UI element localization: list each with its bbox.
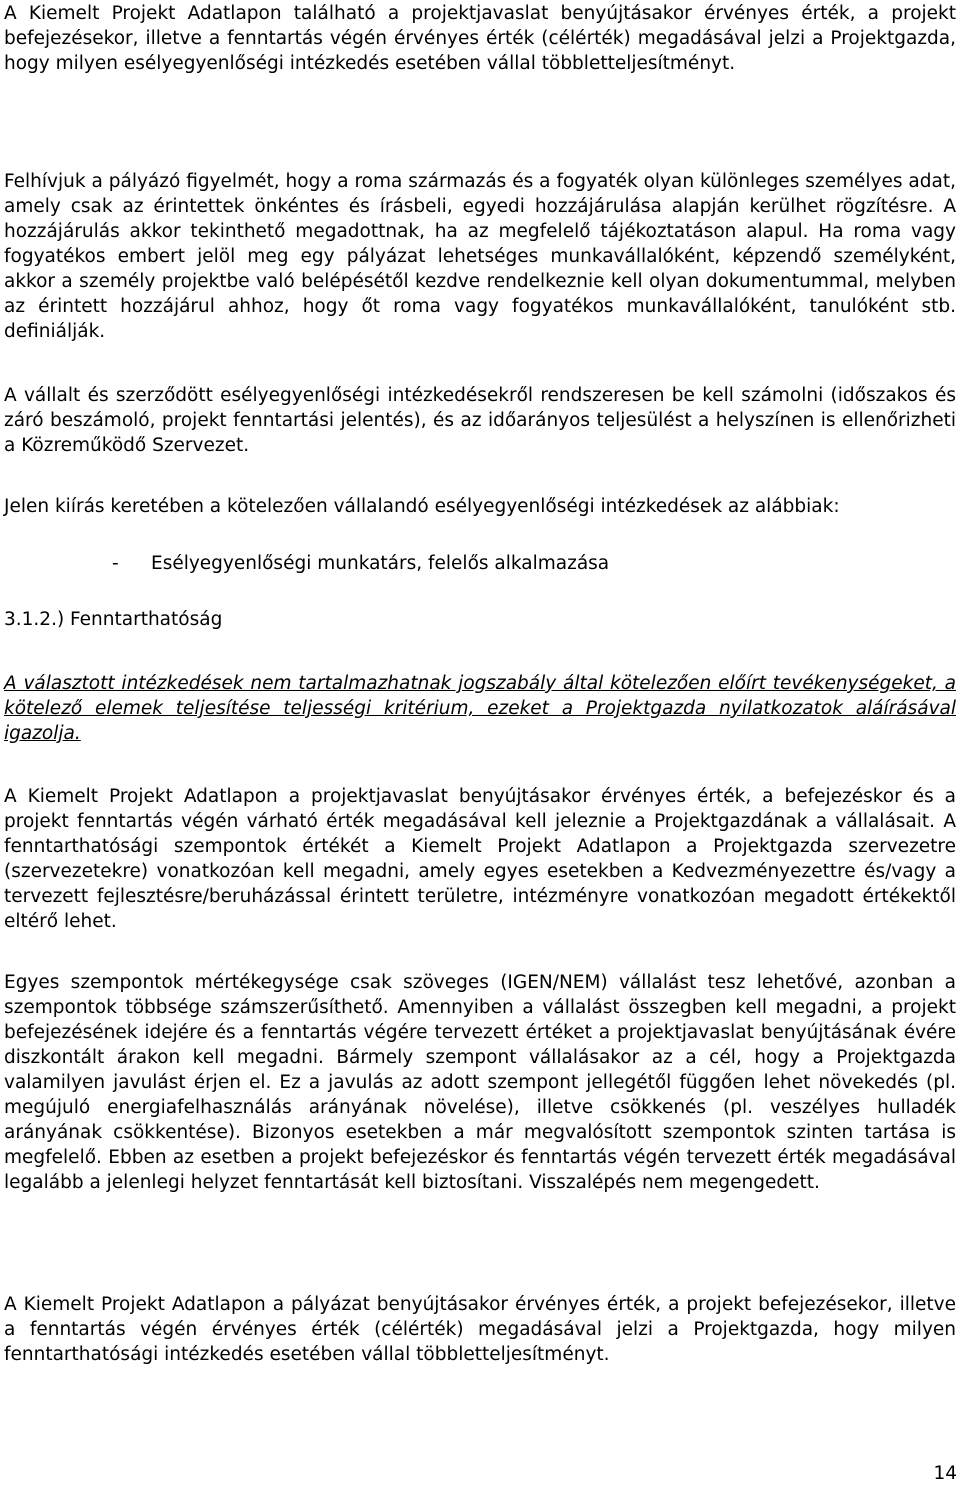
paragraph-adatlap-fenntarthatosag: A Kiemelt Projekt Adatlapon a pályázat benyújtásakor érvényes érték, a projekt befejezésekor, illetve a fenntartás végén érvényes érték (célérték) megadásával jelzi a Projektgazda, hogy milyen fenntarthatósági intézkedés esetében vállal többletteljesítményt. — [4, 1294, 956, 1365]
paragraph-adatlap-vallalasok: A Kiemelt Projekt Adatlapon a projektjavaslat benyújtásakor érvényes érték, a befejezéskor és a projekt fenntartás végén várható érték megadásával kell jeleznie a Projektgazdának a vállalásait. A fenntarthatósági szempontok értékét a Kiemelt Projekt Adatlapon a Projektgazda szervezetre (szervezetekre) vonatkozóan kell megadni, amely egyes esetekben a Kedvezményezettre és/vagy a tervezett fejlesztésre/beruházással érintett területre, intézményre vonatkozóan megadott értékektől eltérő lehet. — [4, 786, 956, 932]
paragraph-roma-fogyatek-notice: Felhívjuk a pályázó figyelmét, hogy a roma származás és a fogyaték olyan különleges személyes adat, amely csak az érintettek önkéntes és írásbeli, egyedi hozzájárulása alapján kerülhet rögzítésre. A hozzájárulás akkor tekinthető megadottnak, ha az megfelelő tájékoztatáson alapul. Ha roma vagy fogyatékos embert jelöl meg egy pályázat lehetséges munkavállalóként, képzendő személyként, akkor a személy projektbe való belépésétől kezdve rendelkeznie kell olyan dokumentummal, melyben az érintett hozzájárul ahhoz, hogy őt roma vagy fogyatékos munkavállalóként, tanulóként stb. definiálják. — [4, 171, 956, 342]
paragraph-adatlap-eselyegyenloseg: A Kiemelt Projekt Adatlapon található a projektjavaslat benyújtásakor érvényes érték, a projekt befejezésekor, illetve a fenntartás végén érvényes érték (célérték) megadásával jelzi a Projektgazda, hogy milyen esélyegyenlőségi intézkedés esetében vállal többletteljesítményt. — [4, 3, 956, 74]
page-number: 14 — [933, 1463, 957, 1484]
paragraph-beszamolas: A vállalt és szerződött esélyegyenlőségi intézkedésekről rendszeresen be kell számolni (időszakos és záró beszámoló, projekt fenntartási jelentés), és az időarányos teljesülést a helyszínen is ellenőrizheti a Közreműködő Szervezet. — [4, 385, 956, 456]
list-item — [112, 551, 609, 576]
paragraph-valasztott-intezkedesek: A választott intézkedések nem tartalmazhatnak jogszabály által kötelezően előírt tevékenységeket, a kötelező elemek teljesítése teljességi kritérium, ezeket a Projektgazda nyilatkozatok aláírásával igazolja. — [4, 673, 956, 744]
section-heading: 3.1.2.) Fenntarthatóság — [4, 609, 223, 630]
list-item-text: Esélyegyenlőségi munkatárs, felelős alkalmazása — [151, 553, 610, 574]
paragraph-kotelezo-intezkedesek: Jelen kiírás keretében a kötelezően vállalandó esélyegyenlőségi intézkedések az alábbiak: — [4, 496, 840, 517]
list-dash: - — [112, 553, 119, 574]
paragraph-szempontok-mertekegysege: Egyes szempontok mértékegysége csak szöveges (IGEN/NEM) vállalást tesz lehetővé, azonban a szempontok többsége számszerűsíthető. Amennyiben a vállalást összegben kell megadni, a projekt befejezésének idejére és a fenntartás végére tervezett értéket a projektjavaslat benyújtásának évére diszkontált árakon kell megadni. Bármely szempont vállalásakor az a cél, hogy a Projektgazda valamilyen javulást érjen el. Ez a javulás az adott szempont jellegétől függően lehet növekedés (pl. megújuló energiafelhasználás arányának növelése), illetve csökkenés (pl. veszélyes hulladék arányának csökkentése). Bizonyos esetekben a már megvalósított szempontok szinten tartása is megfelelő. Ebben az esetben a projekt befejezéskor és fenntartás végén tervezett érték megadásával legalább a jelenlegi helyzet fenntartását kell biztosítani. Visszalépés nem megengedett. — [4, 972, 956, 1193]
